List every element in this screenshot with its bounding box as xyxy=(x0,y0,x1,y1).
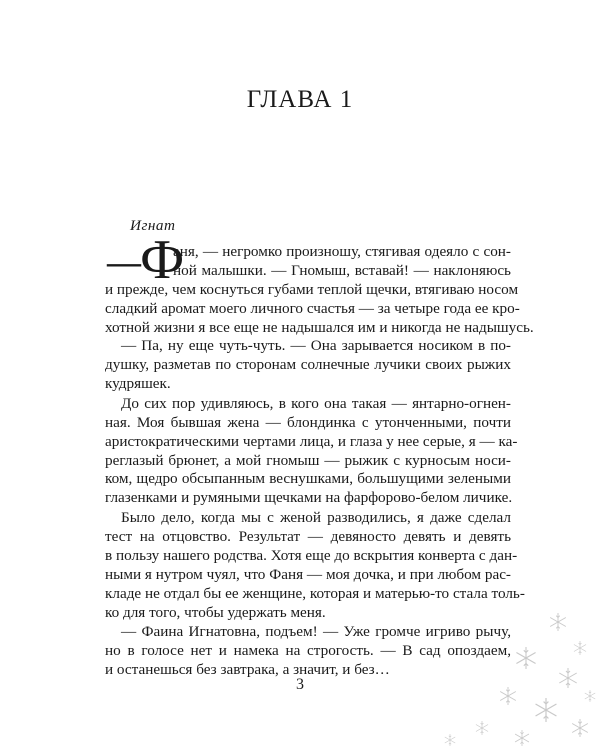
chapter-title: ГЛАВА 1 xyxy=(246,86,354,113)
page-number: 3 xyxy=(296,676,304,693)
text-line: хотной жизни я все еще не надышался им и никогда не надышусь. xyxy=(105,319,534,336)
text-line: ко для того, чтобы удержать меня. xyxy=(105,604,326,621)
text-line: ком, щедро обсыпанным веснушками, большущими зелеными xyxy=(105,470,511,487)
text-line: тест на отцовство. Результат — девяносто девять и девять xyxy=(105,528,511,545)
text-line: кладе не отдал бы ее женщине, которая и матерью-то стала толь- xyxy=(105,585,525,602)
pov-label: Игнат xyxy=(130,217,176,234)
text-line: — Па, ну еще чуть-чуть. — Она зарывается носиком в по- xyxy=(121,337,511,354)
text-line: и прежде, чем коснуться губами теплой щечки, втягиваю носом xyxy=(105,281,519,298)
snowflake-decoration-icon xyxy=(430,600,600,750)
text-line: кудряшек. xyxy=(105,375,171,392)
text-line: глазенками и румяными щечками на фарфорово-белом личике. xyxy=(105,489,513,506)
text-line: — Фаина Игнатовна, подъем! — Уже громче игриво рычу, xyxy=(121,623,511,640)
text-line: Было дело, когда мы с женой разводились, я даже сделал xyxy=(121,509,511,526)
drop-cap: Ф xyxy=(140,229,185,291)
text-line: ной малышки. — Гномыш, вставай! — наклоняюсь xyxy=(173,262,511,279)
text-line: но в голосе нет и намека на строгость. — В сад опоздаем, xyxy=(105,642,511,659)
text-line: сладкий аромат моего личного счастья — за четыре года ее кро- xyxy=(105,300,520,317)
text-line: ными я нутром чуял, что Фаня — моя дочка, и при любом рас- xyxy=(105,566,511,583)
opening-dash: — xyxy=(107,244,141,281)
text-line: реглазый брюнет, а мой гномыш — рыжик с курносым носи- xyxy=(105,452,511,469)
text-line: и останешься без завтрака, а значит, и без… xyxy=(105,661,390,678)
text-line: аня, — негромко произношу, стягивая одеяло с сон- xyxy=(173,243,511,260)
text-line: душку, разметав по сторонам солнечные лучики своих рыжих xyxy=(105,356,511,373)
text-line: в пользу нашего родства. Хотя еще до вскрытия конверта с дан- xyxy=(105,547,518,564)
text-line: До сих пор удивляюсь, в кого она такая — янтарно-огнен- xyxy=(121,395,511,412)
text-line: ная. Моя бывшая жена — блондинка с утонченными, почти xyxy=(105,414,511,431)
text-line: аристократическими чертами лица, и глаза у нее серые, я — ка- xyxy=(105,433,518,450)
